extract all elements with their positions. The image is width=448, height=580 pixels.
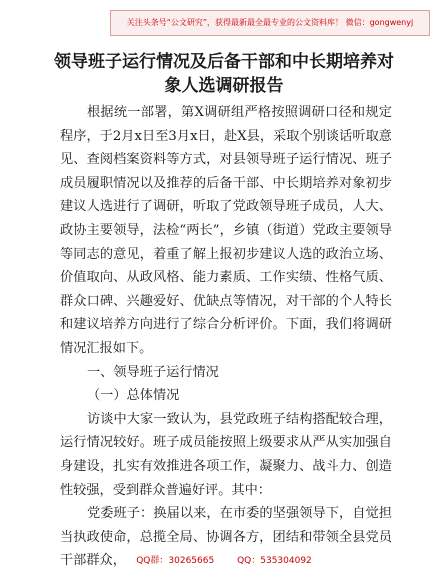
document-body [60,101,392,573]
footer-qq-group: QQ群：30265665 [136,556,215,566]
overview-paragraph: 访谈中大家一致认为，县党政班子结构搭配较合理，运行情况较好。班子成员能按照上级要求从严从实加强自身建设，扎实有效推进各项工作，凝聚力、战斗力、创造性较强，受到群众普遍好评。其中： [60,411,392,498]
intro-paragraph: 根据统一部署，第X调研组严格按照调研口径和规定程序，于2月x日至3月x日，赴X县，采取个别谈话听取意见、查阅档案资料等方式，对县领导班子运行情况、班子成员履职情况以及推荐的后备干部、中长期培养对象初步建议人选进行了调研，听取了党政领导班子成员，人大、政协主要领导，法检“两长”，乡镇（街道）党政主要领导等同志的意见，着重了解上报初步建议人选的政治立场、价值取向、从政风格、能力素质、工作实绩、性格气质、群众口碑、兴趣爱好、优缺点等情况，对干部的个人特长和建议培养方向进行了综合分析评价。下面，我们将调研情况汇报如下。 [60,105,392,356]
promo-banner [110,10,430,36]
subsection-heading: （一）总体情况 [87,388,180,404]
title-line-2: 象人选调研报告 [164,76,284,96]
footer [0,553,448,566]
party-committee-paragraph: 党委班子：换届以来，在市委的坚强领导下，自觉担当执政使命，总揽全局、协调各方，团结和带领全县党员干部群众， [60,506,392,569]
promo-banner-text: 关注头条号“公文研究”，获得最新最全最专业的公文资料库！ 微信：gongwenyj [126,18,414,27]
document-title [40,50,408,98]
section-heading: 一、领导班子运行情况 [87,364,219,380]
footer-qq: QQ：535304092 [237,556,312,566]
title-line-1: 领导班子运行情况及后备干部和中长期培养对 [54,52,394,72]
